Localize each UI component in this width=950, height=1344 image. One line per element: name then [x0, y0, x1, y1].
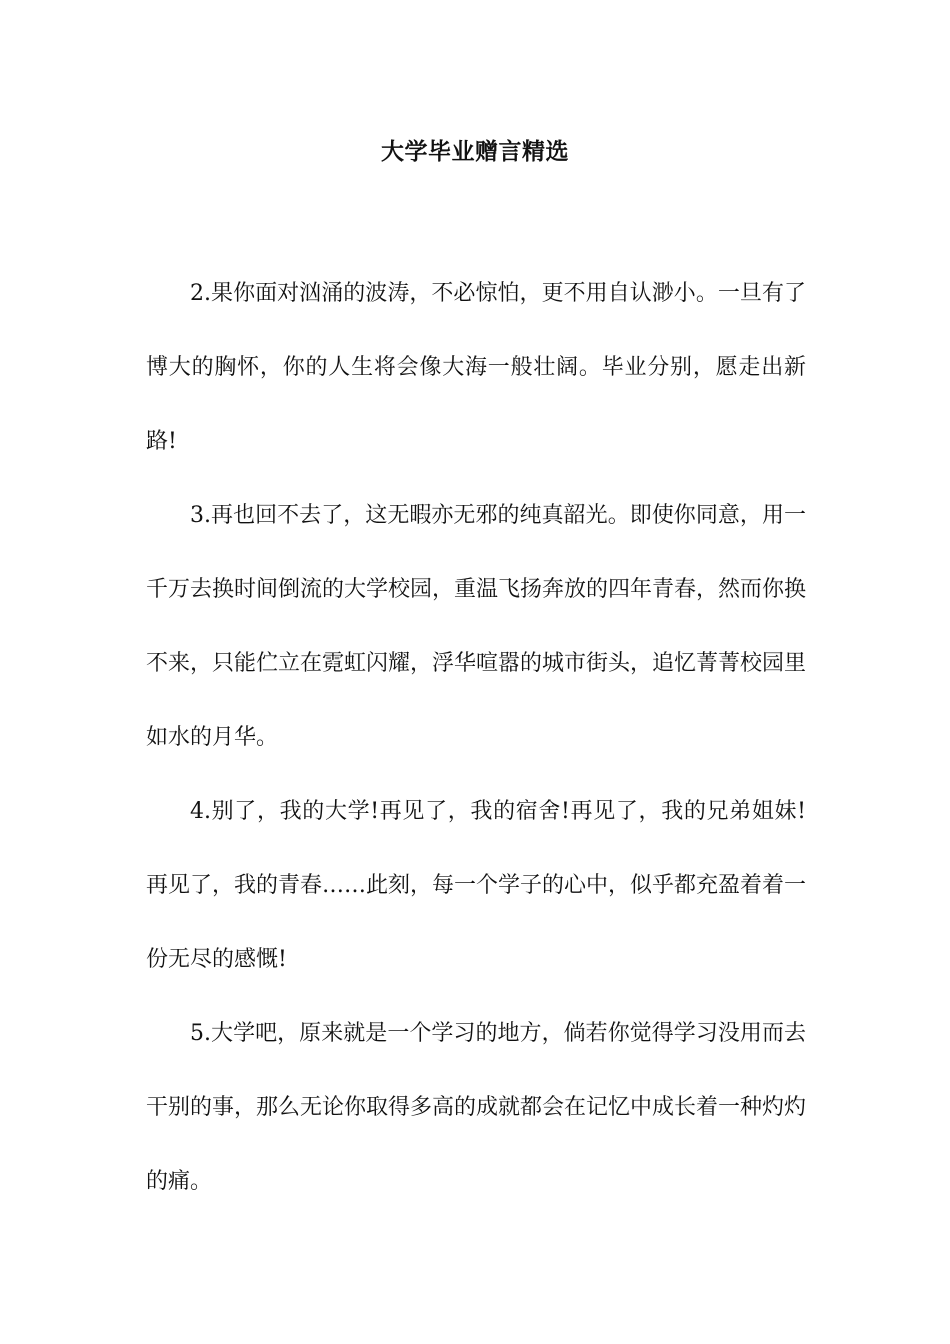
paragraph-5: 5.大学吧，原来就是一个学习的地方，倘若你觉得学习没用而去干别的事，那么无论你取得多高的成就都会在记忆中成长着一种灼灼的痛。: [146, 1021, 807, 1194]
paragraph-4: 4.别了，我的大学!再见了，我的宿舍!再见了，我的兄弟姐妹!再见了，我的青春……此刻，每一个学子的心中，似乎都充盈着着一份无尽的感慨!: [146, 799, 807, 972]
document-body: [146, 257, 806, 1219]
document-title: 大学毕业赠言精选: [381, 138, 569, 165]
paragraph-3: 3.再也回不去了，这无暇亦无邪的纯真韶光。即使你同意，用一千万去换时间倒流的大学校园，重温飞扬奔放的四年青春，然而你换不来，只能伫立在霓虹闪耀，浮华喧嚣的城市街头，追忆菁菁校园里如水的月华。: [146, 503, 807, 750]
paragraph-2: 2.果你面对汹涌的波涛，不必惊怕，更不用自认渺小。一旦有了博大的胸怀，你的人生将会像大海一般壮阔。毕业分别，愿走出新路!: [146, 281, 806, 454]
